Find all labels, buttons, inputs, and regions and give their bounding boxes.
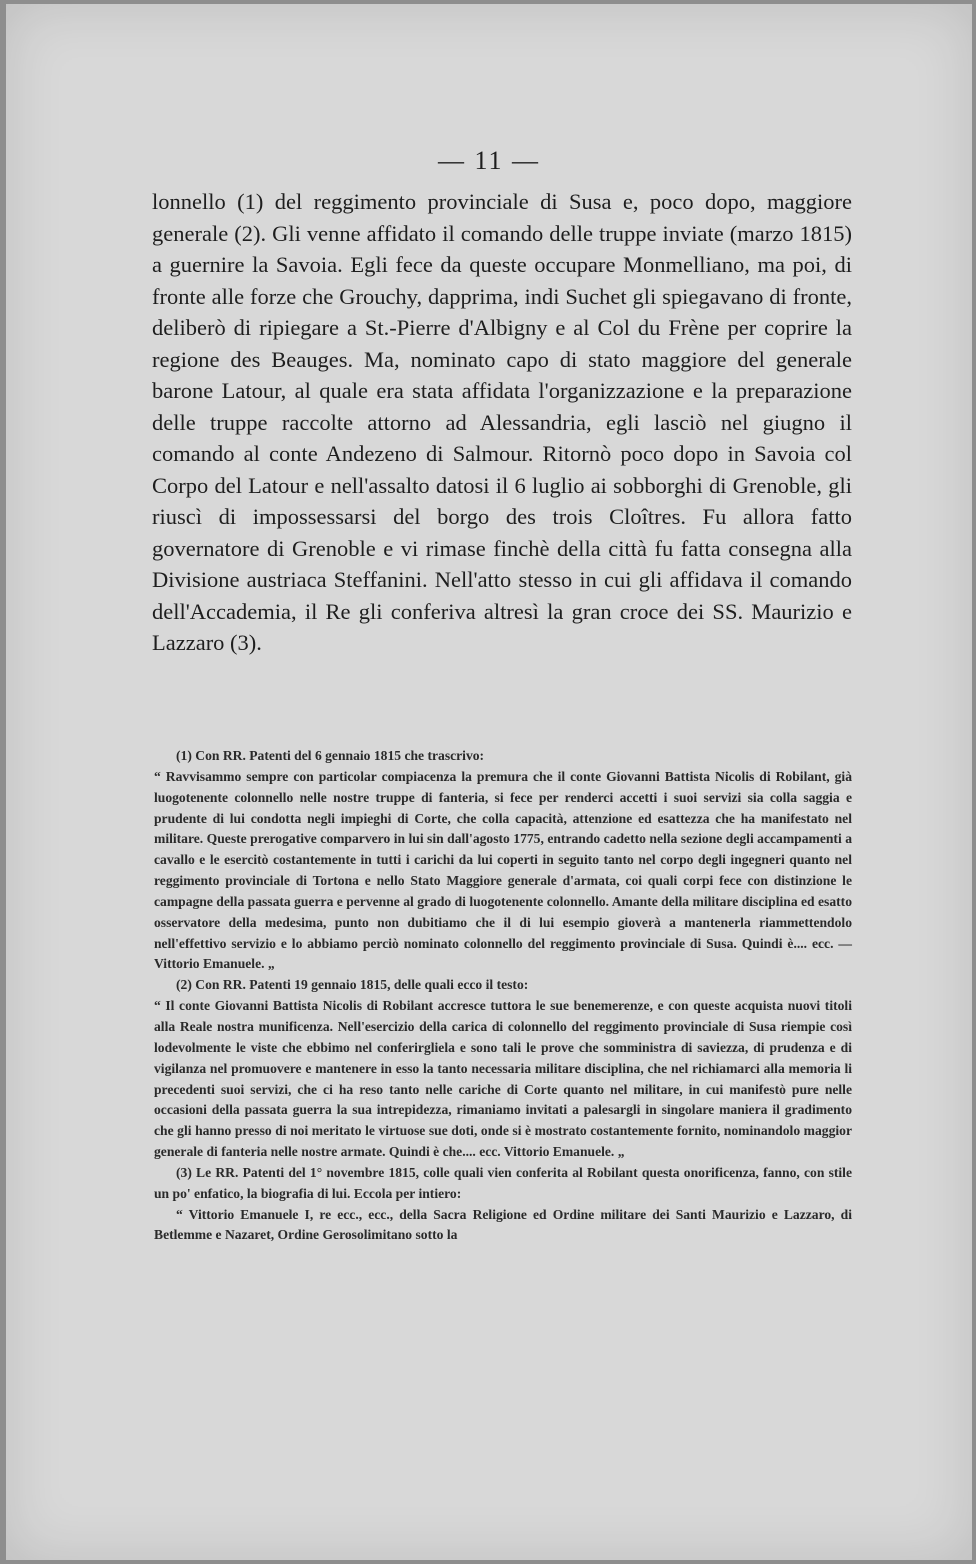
footnote-2-intro: (2) Con RR. Patenti 19 gennaio 1815, delle quali ecco il testo: <box>176 977 529 993</box>
main-text <box>152 186 852 659</box>
footnote-3-quote: “ Vittorio Emanuele I, re ecc., ecc., della Sacra Religione ed Ordine militare dei Santi Maurizio e Lazzaro, di Betlemme e Nazaret, Ordine Gerosolimitano sotto la <box>154 1206 852 1243</box>
footnote-3-intro: (3) Le RR. Patenti del 1° novembre 1815, colle quali vien conferita al Robilant questa onorificenza, fanno, con stile un po' enfatico, la biografia di lui. Eccola per intiero: <box>154 1164 852 1201</box>
scanned-page <box>6 4 972 1560</box>
page-number: — 11 — <box>437 146 541 175</box>
body-paragraph: lonnello (1) del reggimento provinciale di Susa e, poco dopo, maggiore generale (2). Gli venne affidato il comando delle truppe inviate (marzo 1815) a guernire la Savoia. Egli fece da queste occupare Monmelliano, ma poi, di fronte alle forze che Grouchy, dapprima, indi Suchet gli spiegavano di fronte, deliberò di ripiegare a St.-Pierre d'Albigny e al Col du Frène per coprire la regione des Beauges. Ma, nominato capo di stato maggiore del generale barone Latour, al quale era stata affidata l'organizzazione e la preparazione delle truppe raccolte attorno ad Alessandria, egli lasciò nel giugno il comando al conte Andezeno di Salmour. Ritornò poco dopo in Savoia col Corpo del Latour e nell'assalto datosi il 6 luglio ai sobborghi di Grenoble, gli riuscì di impossessarsi del borgo des trois Cloîtres. Fu allora fatto governatore di Grenoble e vi rimase finchè della città fu fatta consegna alla Divisione austriaca Steffanini. Nell'atto stesso in cui gli affidava il comando dell'Accademia, il Re gli conferiva altresì la gran croce dei SS. Maurizio e Lazzaro (3). <box>152 189 852 655</box>
footnote-2-quote: “ Il conte Giovanni Battista Nicolis di Robilant accresce tuttora le sue benemerenze, e con queste acquista nuovi titoli alla Reale nostra munificenza. Nell'esercizio della carica di colonnello del reggimento provinciale di Susa riempie così lodevolmente le viste che ebbimo nel conferirgliela e sono tali le prove che somministra di saviezza, di prudenza e di vigilanza nel promuovere e mantenere in esso la tanto necessaria militare disciplina, che nel richiamarci alla memoria li precedenti suoi servizi, che ci ha reso tanto nelle cariche di Corte quanto nel militare, in cui manifestò pure nelle occasioni della passata guerra la sua intrepidezza, rimaniamo invitati a palesargli in singolare maniera il gradimento che gli hanno presso di noi meritato le virtuose sue doti, onde si è mostrato costantemente fornito, nominandolo maggior generale di fanteria nelle nostre armate. Quindi è che.... ecc. Vittorio Emanuele. „ <box>154 998 852 1160</box>
footnote-1-quote: “ Ravvisammo sempre con particolar compiacenza la premura che il conte Giovanni Battista Nicolis di Robilant, già luogotenente colonnello nelle nostre truppe di fanteria, si fece per renderci accetti i suoi servizi sia colla saggia e prudente di lui condotta negli impieghi di Corte, che colla capacità, attenzione ed esattezza che ha manifestato nel militare. Queste prerogative comparvero in lui sin dall'agosto 1775, entrando cadetto nella sezione degli accampamenti a cavallo e le esercitò costantemente in tutti i carichi da lui coperti in seguito tanto nel corpo degli ingegneri quanto nel reggimento provinciale di Tortona e nello Stato Maggiore generale d'armata, coi quali corpi fece con distinzione le campagne della passata guerra e pervenne al grado di luogotenente colonnello. Amante della militare disciplina ed esatto osservatore della medesima, punto non dubitiamo che il di lui esempio gioverà a mantenerla riammettendolo nell'effettivo servizio e lo abbiamo perciò nominato colonnello del reggimento provinciale di Susa. Quindi è.... ecc. — Vittorio Emanuele. „ <box>154 768 852 972</box>
footnote-1-intro: (1) Con RR. Patenti del 6 gennaio 1815 che trascrivo: <box>176 748 485 763</box>
footnotes <box>154 746 852 1246</box>
